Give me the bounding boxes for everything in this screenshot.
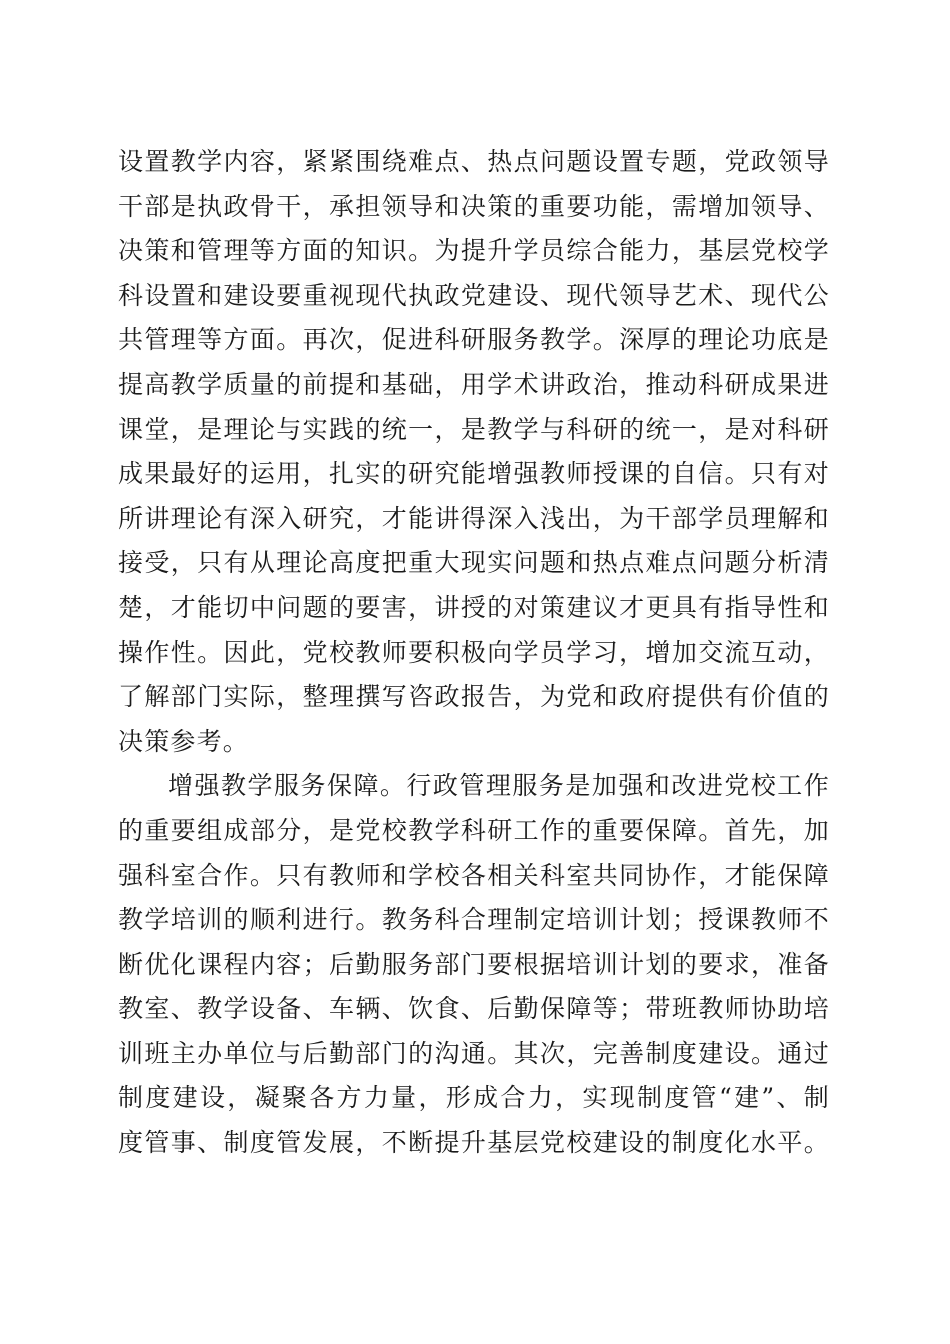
document-body (118, 140, 830, 1166)
paragraph-line: 度管事、制度管发展，不断提升基层党校建设的制度化水平。 (118, 1128, 830, 1158)
paragraph-line: 课堂，是理论与实践的统一，是教学与科研的统一，是对科研 (118, 414, 830, 444)
paragraph-line: 共管理等方面。再次，促进科研服务教学。深厚的理论功底是 (118, 325, 830, 355)
paragraph-line: 楚，才能切中问题的要害，讲授的对策建议才更具有指导性和 (118, 592, 830, 622)
paragraph-line: 所讲理论有深入研究，才能讲得深入浅出，为干部学员理解和 (118, 503, 830, 533)
paragraph-line: 强科室合作。只有教师和学校各相关科室共同协作，才能保障 (118, 860, 830, 890)
paragraph-line: 教学培训的顺利进行。教务科合理制定培训计划；授课教师不 (118, 905, 830, 935)
paragraph-1 (118, 140, 830, 764)
paragraph-line: 提高教学质量的前提和基础，用学术讲政治，推动科研成果进 (118, 369, 830, 399)
paragraph-line: 干部是执政骨干，承担领导和决策的重要功能，需增加领导、 (118, 191, 830, 221)
paragraph-line: 训班主办单位与后勤部门的沟通。其次，完善制度建设。通过 (118, 1038, 830, 1068)
paragraph-2 (118, 764, 830, 1165)
paragraph-line: 操作性。因此，党校教师要积极向学员学习，增加交流互动， (118, 637, 830, 667)
paragraph-line: 教室、教学设备、车辆、饮食、后勤保障等；带班教师协助培 (118, 994, 830, 1024)
paragraph-line: 接受，只有从理论高度把重大现实问题和热点难点问题分析清 (118, 548, 830, 578)
paragraph-line: 决策和管理等方面的知识。为提升学员综合能力，基层党校学 (118, 236, 830, 266)
paragraph-line: 设置教学内容，紧紧围绕难点、热点问题设置专题，党政领导 (118, 147, 830, 176)
paragraph-line: 科设置和建设要重视现代执政党建设、现代领导艺术、现代公 (118, 280, 830, 310)
paragraph-line: 了解部门实际，整理撰写咨政报告，为党和政府提供有价值的 (118, 682, 830, 712)
paragraph-line: 决策参考。 (118, 726, 250, 756)
paragraph-line: 成果最好的运用，扎实的研究能增强教师授课的自信。只有对 (118, 459, 830, 489)
paragraph-line: 断优化课程内容；后勤服务部门要根据培训计划的要求，准备 (118, 949, 830, 979)
paragraph-line: 制度建设，凝聚各方力量，形成合力，实现制度管“建”、制 (118, 1083, 830, 1113)
paragraph-line: 的重要组成部分，是党校教学科研工作的重要保障。首先，加 (118, 815, 830, 845)
paragraph-line: 增强教学服务保障。行政管理服务是加强和改进党校工作 (168, 771, 830, 801)
